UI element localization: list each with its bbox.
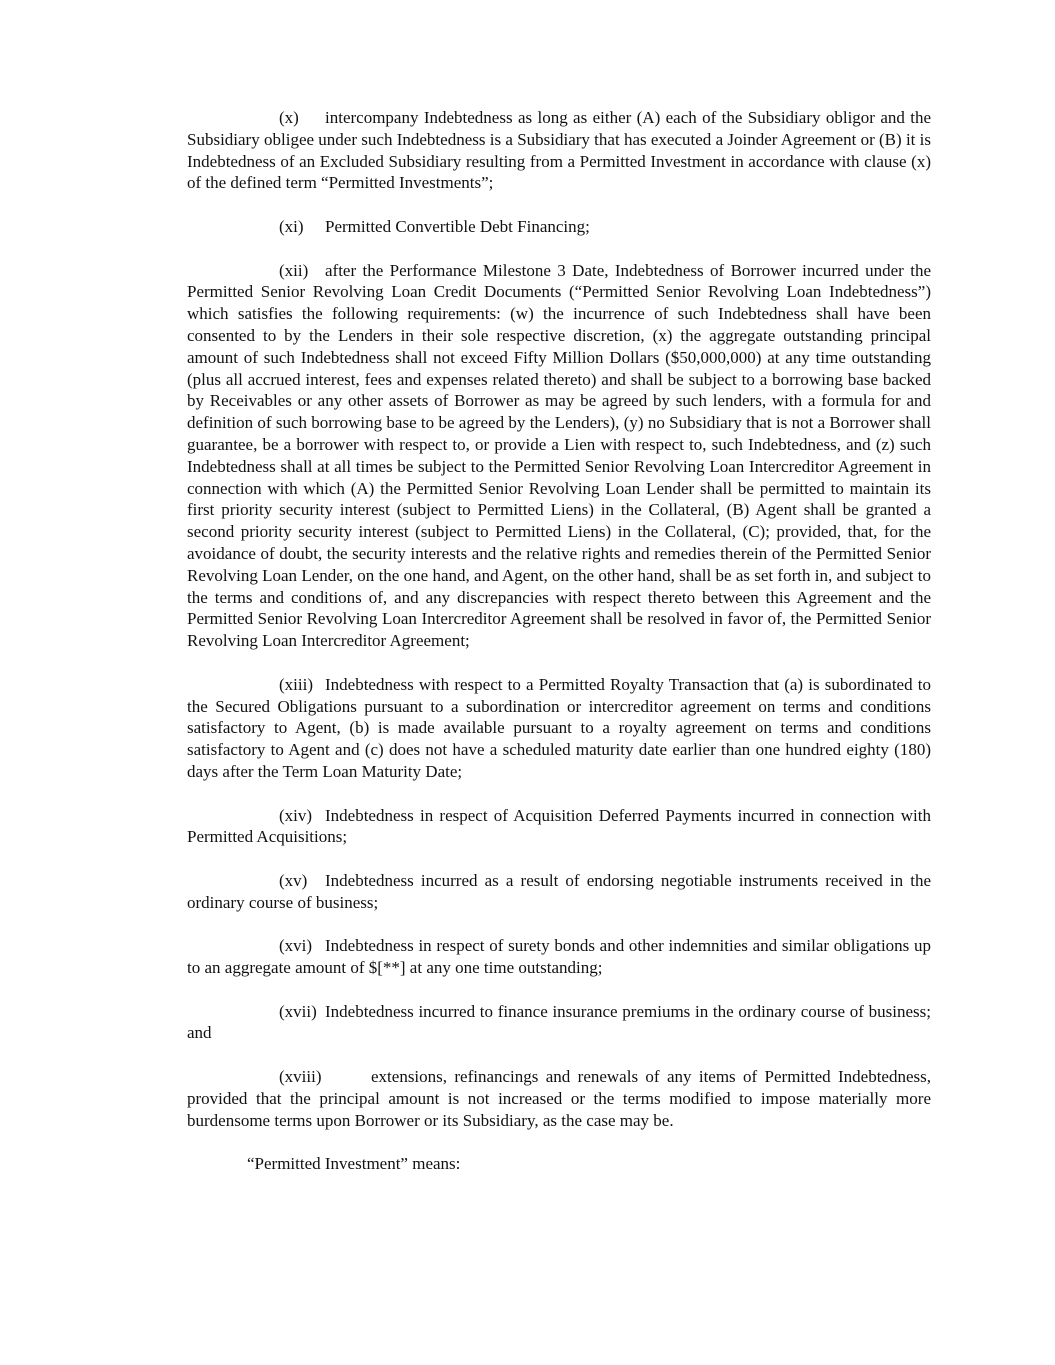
clause-xiv bbox=[187, 805, 931, 849]
clause-number: (xv) bbox=[279, 870, 308, 890]
clause-text: intercompany Indebtedness as long as either (A) each of the Subsidiary obligor and the Subsidiary obligee under such Indebtedness is a Subsidiary that has executed a Joinder Agreement or (B) it is Indebtedness of an Excluded Subsidiary resulting from a Permitted Investment in accordance with clause (x) of the defined term “Permitted Investments”; bbox=[187, 108, 931, 193]
clause-number: (xiv) bbox=[279, 805, 313, 825]
clause-number: (xvi) bbox=[279, 936, 313, 956]
clause-number: (xi) bbox=[279, 216, 304, 236]
clause-number: (xiii) bbox=[279, 674, 313, 694]
clause-number: (xviii) bbox=[279, 1067, 322, 1087]
clause-number: (x) bbox=[279, 108, 299, 127]
clause-text: Indebtedness with respect to a Permitted Royalty Transaction that (a) is subordinated to the Secured Obligations pursuant to a subordination or intercreditor agreement on terms and conditions satisfactory to Agent, (b) is made available pursuant to a royalty agreement on terms and conditions satisfactory to Agent and (c) does not have a scheduled maturity date earlier than one hundred eighty (180) days after the Term Loan Maturity Date; bbox=[187, 674, 931, 781]
clause-text: extensions, refinancings and renewals of any items of Permitted Indebtedness, provided that the principal amount is not increased or the terms modified to impose materially more burdensome terms upon Borrower or its Subsidiary, as the case may be. bbox=[187, 1067, 931, 1130]
clause-text: Indebtedness incurred to finance insurance premiums in the ordinary course of business; and bbox=[187, 1001, 931, 1043]
clause-text: Indebtedness incurred as a result of endorsing negotiable instruments received in the ordinary course of business; bbox=[187, 870, 931, 912]
clause-text: Indebtedness in respect of Acquisition Deferred Payments incurred in connection with Permitted Acquisitions; bbox=[187, 805, 931, 847]
clause-number: (xii) bbox=[279, 260, 309, 280]
clause-x bbox=[187, 107, 931, 194]
clause-xiii bbox=[187, 674, 931, 783]
clause-xvii bbox=[187, 1001, 931, 1045]
clause-text: Indebtedness in respect of surety bonds and other indemnities and similar obligations up to an aggregate amount of $[**] at any one time outstanding; bbox=[187, 936, 931, 978]
clause-number: (xvii) bbox=[279, 1001, 317, 1021]
definition-heading: “Permitted Investment” means: bbox=[247, 1154, 461, 1174]
clause-xi bbox=[187, 216, 931, 238]
document-body bbox=[187, 107, 931, 1197]
clause-xv bbox=[187, 870, 931, 914]
clause-xvi bbox=[187, 935, 931, 979]
clause-text: Permitted Convertible Debt Financing; bbox=[325, 216, 590, 236]
clause-text: after the Performance Milestone 3 Date, Indebtedness of Borrower incurred under the Permitted Senior Revolving Loan Credit Documents (“Permitted Senior Revolving Loan Indebtedness”) which satisfies the following requirements: (w) the incurrence of such Indebtedness shall have been consented to by the Lenders in their sole respective discretion, (x) the aggregate outstanding principal amount of such Indebtedness shall not exceed Fifty Million Dollars ($50,000,000) at any time outstanding (plus all accrued interest, fees and expenses related thereto) and shall be subject to a borrowing base backed by Receivables or any other assets of Borrower as may be agreed by such lenders, with a formula for and definition of such borrowing base to be agreed by the Lenders), (y) no Subsidiary that is not a Borrower shall guarantee, be a borrower with respect to, or provide a Lien with respect to, such Indebtedness, and (z) such Indebtedness shall at all times be subject to the Permitted Senior Revolving Loan Intercreditor Agreement in connection with which (A) the Permitted Senior Revolving Loan Lender shall be permitted to maintain its first priority security interest (subject to Permitted Liens) in the Collateral, (B) Agent shall be granted a second priority security interest (subject to Permitted Liens) in the Collateral, (C); provided, that, for the avoidance of doubt, the security interests and the relative rights and remedies therein of the Permitted Senior Revolving Loan Lender, on the one hand, and Agent, on the other hand, shall be as set forth in, and subject to the terms and conditions of, and any discrepancies with respect thereto between this Agreement and the Permitted Senior Revolving Loan Intercreditor Agreement shall be resolved in favor of, the Permitted Senior Revolving Loan Intercreditor Agreement; bbox=[187, 260, 931, 651]
clause-xii bbox=[187, 260, 931, 652]
clause-xviii bbox=[187, 1066, 931, 1131]
